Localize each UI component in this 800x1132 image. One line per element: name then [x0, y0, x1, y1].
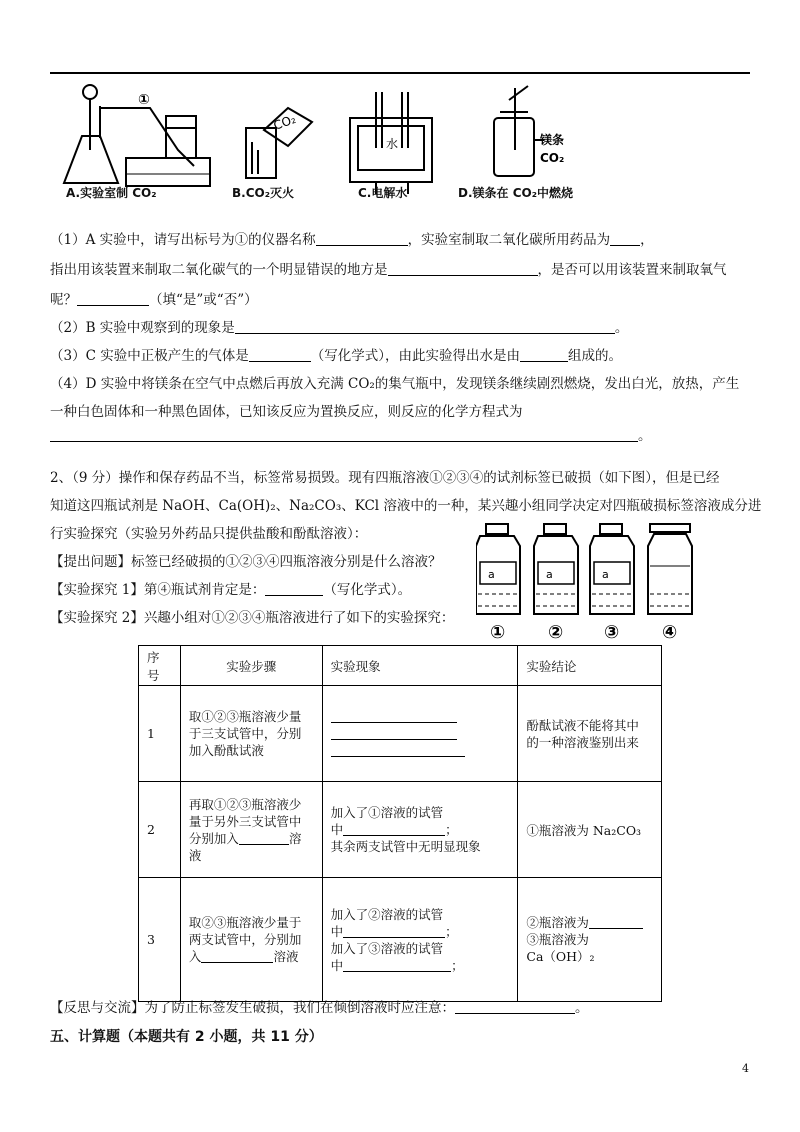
bottle-1-label-letter: a: [488, 568, 495, 581]
step-cell: [180, 782, 322, 878]
step-text: 于三支试管中，分别: [188, 726, 302, 741]
q2-line-1: 2、（9 分）操作和保存药品不当，标签常易损毁。现有四瓶溶液①②③④的试剂标签已破损（如下图），但是已经: [50, 470, 720, 486]
step-text: 两支试管中，分别加: [188, 932, 302, 947]
figure-d-mg-label: 镁条: [540, 133, 565, 147]
answer-blank[interactable]: [520, 347, 568, 362]
figure-a-label-one: ①: [138, 92, 150, 108]
answer-blank[interactable]: [201, 949, 273, 963]
observation-text: ；: [451, 957, 464, 973]
conclusion-text: Ca（OH）₂: [526, 949, 595, 964]
figure-c-caption: C.电解水: [358, 186, 408, 200]
answer-blank[interactable]: [610, 231, 640, 246]
q1-line-5: [50, 344, 622, 364]
answer-blank[interactable]: [388, 261, 538, 276]
observation-text: 加入了②溶液的试管: [330, 906, 444, 922]
q1-text: （3）C 实验中正极产生的气体是: [50, 348, 249, 364]
q1-text: ，是否可以用该装置来制取氧气: [537, 262, 727, 278]
figure-a-caption: A.实验室制 CO₂: [66, 186, 157, 200]
observation-text: 中: [330, 923, 344, 939]
answer-blank[interactable]: [235, 319, 615, 334]
answer-blank[interactable]: [589, 915, 643, 929]
conclusion-text: ②瓶溶液为: [526, 915, 589, 930]
table-header: 实验步骤: [180, 646, 322, 686]
step-text: 溶液: [188, 830, 302, 863]
q1-text: 呢？: [50, 292, 77, 308]
q1-line-4: [50, 316, 628, 336]
q2-line-4: 【提出问题】标签已经破损的①②③④四瓶溶液分别是什么溶液？: [50, 554, 442, 570]
answer-blank[interactable]: [316, 231, 408, 246]
observation-cell: [322, 686, 518, 782]
answer-blank[interactable]: [249, 347, 311, 362]
bottle-4-number: ④: [662, 622, 678, 643]
table-header-row: [139, 646, 662, 686]
q1-text: （1）A 实验中，请写出标号为①的仪器名称: [50, 232, 316, 248]
conclusion-text: 酚酞试液不能将其中: [526, 717, 639, 733]
table-row: [139, 686, 662, 782]
observation-text: 中: [330, 822, 344, 837]
bottle-3-label-letter: a: [602, 568, 609, 581]
answer-blank[interactable]: [331, 743, 465, 757]
q1-text: （填“是”或“否”）: [149, 292, 258, 308]
reagent-bottles: [476, 522, 694, 644]
figure-c-water-label: 水: [386, 137, 399, 151]
observation-text: ；: [445, 822, 458, 837]
figure-a-drawing: [64, 85, 210, 186]
answer-blank[interactable]: [265, 581, 323, 596]
q1-text: 组成的。: [567, 348, 622, 364]
q1-text: （2）B 实验中观察到的现象是: [50, 320, 235, 336]
row-number: 2: [139, 782, 181, 878]
q2-line-6: 【实验探究 2】兴趣小组对①②③④瓶溶液进行了如下的实验探究：: [50, 610, 455, 626]
row-number: 3: [139, 878, 181, 1002]
q1-line-2: [50, 258, 727, 278]
step-text: 分别加入: [188, 830, 239, 846]
q2-line-2: 知道这四瓶试剂是 NaOH、Ca(OH)₂、Na₂CO₃、KCl 溶液中的一种，某兴趣小组同学决定对四瓶破损标签溶液成分进: [50, 498, 762, 514]
q2-text: （写化学式）。: [323, 582, 412, 598]
table-row: [139, 878, 662, 1002]
table-header: 实验现象: [322, 646, 518, 686]
reflect-text: 【反思与交流】为了防止标签发生破损，我们在倾倒溶液时应注意：: [50, 1000, 455, 1016]
step-text: 取①②③瓶溶液少量: [188, 709, 302, 724]
q1-line-6: （4）D 实验中将镁条在空气中点燃后再放入充满 CO₂的集气瓶中，发现镁条继续剧烈燃烧，发出白光，放热，产生: [50, 376, 740, 392]
conclusion-cell: [518, 878, 662, 1002]
step-text: 再取①②③瓶溶液少: [188, 796, 302, 812]
q1-text: 指出用该装置来制取二氧化碳气的一个明显错误的地方是: [50, 262, 388, 278]
q2-line-3: 行实验探究（实验另外药品只提供盐酸和酚酞溶液）：: [50, 526, 368, 542]
step-text: 取②③瓶溶液少量于: [188, 915, 302, 930]
q1-line-3: [50, 288, 258, 308]
step-text: 量于另外三支试管中: [188, 813, 302, 829]
q1-text: 。: [638, 428, 652, 444]
table-header: 实验结论: [518, 646, 662, 686]
q1-line-1: [50, 228, 654, 248]
bottle-2-number: ②: [548, 622, 564, 643]
figure-d-drawing: [494, 86, 544, 176]
observation-text: 加入了③溶液的试管: [330, 940, 444, 956]
conclusion-cell: [518, 686, 662, 782]
answer-blank[interactable]: [50, 427, 638, 442]
conclusion-text: ③瓶溶液为: [526, 932, 589, 947]
section-five-heading: 五、计算题（本题共有 2 小题，共 11 分）: [50, 1029, 323, 1045]
table-row: [139, 782, 662, 878]
figure-d-co2-label: CO₂: [540, 151, 565, 165]
q2-text: 【实验探究 1】第④瓶试剂肯定是：: [50, 582, 266, 598]
step-text: 溶液: [273, 949, 299, 964]
table-header: 序号: [139, 646, 181, 686]
reflect-text: 。: [575, 1000, 589, 1016]
observation-text: 中: [330, 957, 344, 973]
answer-blank[interactable]: [455, 999, 575, 1014]
answer-blank[interactable]: [343, 924, 445, 938]
figure-b-caption: B.CO₂灭火: [232, 186, 294, 200]
q1-text: ，实验室制取二氧化碳所用药品为: [407, 232, 611, 248]
step-text: 加入酚酞试液: [188, 743, 264, 758]
observation-text: 加入了①溶液的试管: [330, 805, 444, 820]
observation-text: ；: [445, 923, 458, 939]
answer-blank[interactable]: [343, 958, 451, 972]
answer-blank[interactable]: [331, 709, 457, 723]
row-number: 1: [139, 686, 181, 782]
q1-text: ，: [640, 232, 654, 248]
answer-blank[interactable]: [343, 822, 445, 836]
q1-text: 。: [614, 320, 629, 336]
figure-b-co2-label: CO₂: [271, 111, 298, 133]
step-cell: [180, 686, 322, 782]
step-text: 入: [188, 949, 202, 964]
bottle-2-label-letter: a: [546, 568, 553, 581]
observation-cell: [322, 878, 518, 1002]
q1-line-8: [50, 424, 652, 444]
experiment-table: [138, 645, 662, 1002]
conclusion-text: 的一种溶液鉴别出来: [526, 734, 639, 750]
observation-text: 其余两支试管中无明显现象: [330, 839, 481, 854]
figure-d-caption: D.镁条在 CO₂中燃烧: [458, 186, 573, 200]
q1-line-7: 一种白色固体和一种黑色固体，已知该反应为置换反应，则反应的化学方程式为: [50, 404, 523, 420]
top-rule: [50, 72, 750, 74]
bottle-3-number: ③: [604, 622, 620, 643]
answer-blank[interactable]: [331, 726, 457, 740]
q2-line-5: [50, 578, 411, 598]
observation-cell: [322, 782, 518, 878]
answer-blank[interactable]: [239, 831, 289, 845]
answer-blank[interactable]: [77, 291, 149, 306]
page-number: 4: [742, 1062, 749, 1075]
q1-text: （写化学式），由此实验得出水是由: [310, 348, 520, 364]
conclusion-cell: ①瓶溶液为 Na₂CO₃: [518, 782, 662, 878]
step-cell: [180, 878, 322, 1002]
reflect-line: [50, 996, 589, 1016]
bottle-1-number: ①: [490, 622, 506, 643]
